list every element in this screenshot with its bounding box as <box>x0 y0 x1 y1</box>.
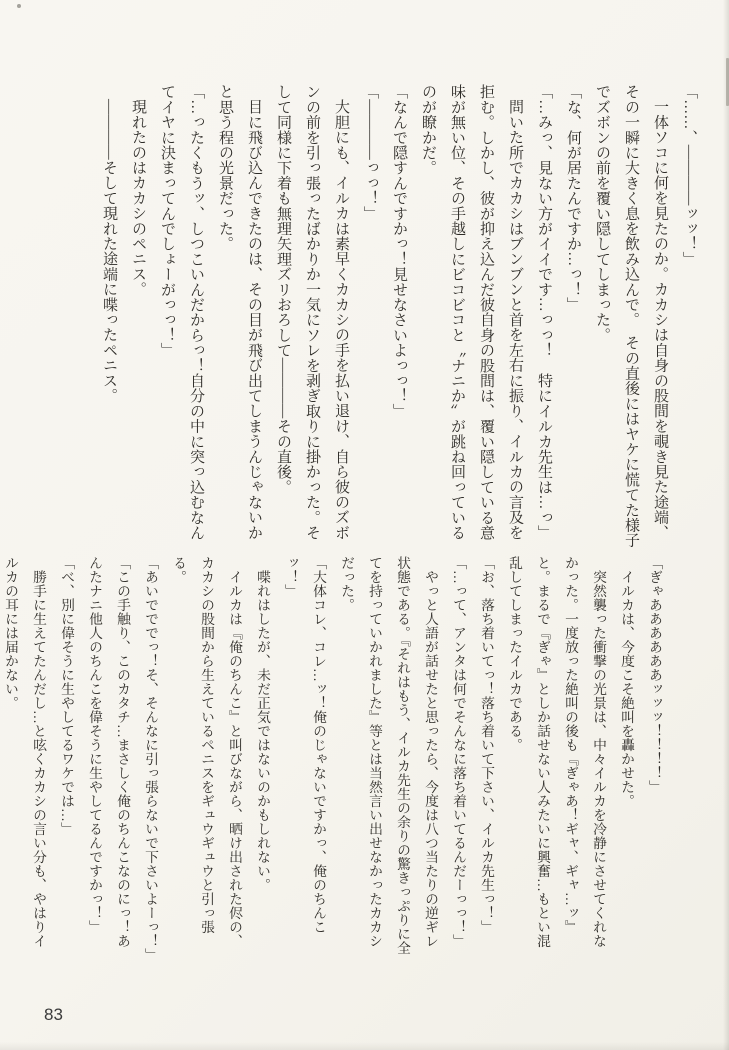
paragraph: 目に飛び込んできたのは、その目が飛び出てしまうんじゃないかと思う程の光景だった。 <box>217 84 262 540</box>
paragraph: 「…みっ、見ない方がイイです…っっ！ 特にイルカ先生は…っ」 <box>536 84 552 540</box>
paragraph: 「この手触り、このカタチ…まさしく俺のちんこなのにっ！あんたナニ他人のちんこを偉そうに生やしてるんですかっ！」 <box>87 556 130 948</box>
paragraph: 「大体コレ、コレ…ッ！俺のじゃないですかっ、俺のちんこッ！」 <box>283 556 326 934</box>
paragraph: 「……、――――ッッ！」 <box>681 84 697 267</box>
paragraph: 勝手に生えてたんだし…と呟くカカシの言い分も、やはりイルカの耳には届かない。 <box>3 556 46 948</box>
paragraph: イルカは、今度こそ絶叫を轟かせた。 <box>619 569 634 808</box>
paragraph: 「…って、アンタは何でそんなに落ち着いてるんだーっっ！」 <box>451 556 466 948</box>
scan-artifact-speck <box>17 4 21 8</box>
paragraph: 「べ、別に偉そうに生やしてるワケでは…」 <box>59 556 74 836</box>
paragraph: 突然襲った衝撃の光景は、中々イルカを冷静にさせてくれなかった。一度放った絶叫の後も『ぎゃあ！ギャ、ギャ…ッ』と。まるで『ぎゃ』としか話せない人みたいに興奮…もとい混乱してしまったイルカである。 <box>507 556 606 948</box>
paragraph: 「…ったくもうッ、しつこいんだからっ！自分の中に突っ込むなんてイヤに決まってんでしょーがっっ！」 <box>159 84 204 540</box>
paragraph: 「――――っっ！」 <box>362 84 378 221</box>
paragraph: イルカは『俺のちんこ』と叫びながら、晒け出された侭の、カカシの股間から生えているペニスをギュウギュウと引っ張る。 <box>171 556 242 948</box>
paragraph: やっと人語が話せたと思ったら、今度は八つ当たりの逆ギレ状態である。『それはもう、イルカ先生の余りの驚きっぷりに全てを持っていかれました』等とは当然言い出せなかったカカシだった。 <box>339 556 438 956</box>
paragraph: 喋れはしたが、未だ正気ではないのかもしれない。 <box>255 569 270 892</box>
paragraph: ――――そして現れた途端に喋ったペニス。 <box>101 99 117 403</box>
scan-edge-shadow-right <box>723 0 729 1050</box>
paragraph: 一体ソコに何を見たのか。カカシは自身の股間を覗き見た途端、その一瞬に大きく息を飲み込んで。 その直後にはヤケに慌てた様子でズボンの前を覆い隠してしまった。 <box>594 84 668 548</box>
paragraph: 大胆にも、イルカは素早くカカシの手を払い退け、自ら彼のズボンの前を引っ張ったばかりか一気にソレを剥ぎ取りに掛かった。そして同様に下着も無理矢理ズリおろして――――その直後。 <box>275 84 349 540</box>
paragraph: 「ぎゃああああああッッッ！！！！」 <box>647 556 662 794</box>
paragraph: 「なんで隠すんですかっ！見せなさいよっっ！」 <box>391 84 407 419</box>
page-number: 83 <box>44 1005 63 1024</box>
paragraph: 「あいでででっ！そ、そんなに引っ張らないで下さいよーっ！」 <box>143 556 158 962</box>
scan-edge-shadow-bottom <box>0 1042 729 1050</box>
paragraph: 現れたのはカカシのペニス。 <box>130 99 146 297</box>
upper-text-block <box>94 84 703 548</box>
paragraph: 「な、何が居たんですか…っ！」 <box>565 84 581 312</box>
paragraph: 「お、落ち着いてっ！落ち着いて下さい、イルカ先生っ！」 <box>479 556 494 934</box>
lower-text-block <box>0 556 668 962</box>
paragraph: 問いた所でカカシはブンブンと首を左右に振り、イルカの言及を拒む。しかし、彼が抑え込んだ彼自身の股間は、覆い隠している意味が無い位、その手越しにビコビコと〝ナニか〟が跳ね回っているのが瞭かだ。 <box>420 84 523 540</box>
